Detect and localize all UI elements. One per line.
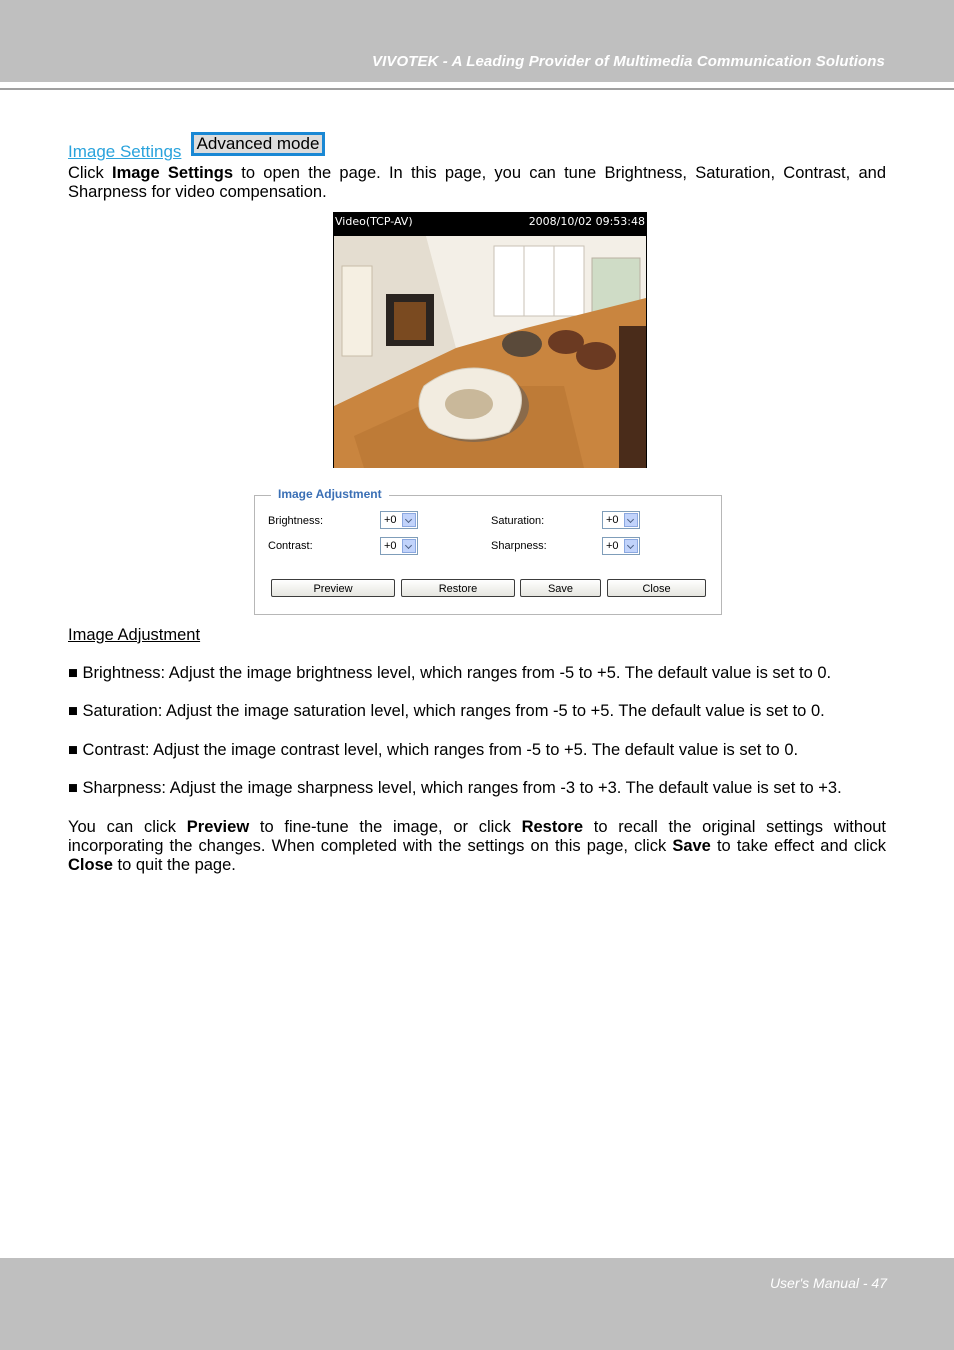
footer-page-number: User's Manual - 47 xyxy=(769,1275,887,1291)
brightness-value: +0 xyxy=(384,514,397,526)
contrast-select[interactable] xyxy=(380,537,418,555)
closing-text-3: to recall the original settings without incorporating the changes. When completed with the settings on this page, click xyxy=(68,818,887,855)
video-info-bar xyxy=(333,212,647,231)
bullet-saturation: ■ Saturation: Adjust the image saturation level, which ranges from -5 to +5. The default value is set to 0. xyxy=(68,702,825,720)
saturation-select[interactable] xyxy=(602,511,640,529)
closing-text-5: to quit the page. xyxy=(112,856,236,874)
camera-scene-image xyxy=(334,236,646,468)
closing-bold-preview: Preview xyxy=(186,818,250,836)
bullet-sharpness: ■ Sharpness: Adjust the image sharpness level, which ranges from -3 to +3. The default value is set to +3. xyxy=(68,779,842,797)
sharpness-label: Sharpness: xyxy=(491,540,547,552)
sharpness-select[interactable] xyxy=(602,537,640,555)
header-rule xyxy=(0,88,954,90)
bullet-brightness: ■ Brightness: Adjust the image brightness level, which ranges from -5 to +5. The default value is set to 0. xyxy=(68,664,832,682)
closing-text-1: You can click xyxy=(68,818,187,836)
chevron-down-icon xyxy=(624,539,638,553)
chevron-down-icon xyxy=(402,513,416,527)
header-title: VIVOTEK - A Leading Provider of Multimedia Communication Solutions xyxy=(371,53,885,70)
intro-bold-image-settings: Image Settings xyxy=(112,164,234,182)
image-settings-link[interactable]: Image Settings xyxy=(68,142,182,161)
video-stream-label: Video(TCP-AV) xyxy=(335,215,413,228)
chevron-down-icon xyxy=(624,513,638,527)
sharpness-value: +0 xyxy=(606,540,619,552)
bullet-contrast: ■ Contrast: Adjust the image contrast level, which ranges from -5 to +5. The default value is set to 0. xyxy=(68,741,799,759)
preview-button[interactable]: Preview xyxy=(271,579,395,597)
video-timestamp: 2008/10/02 09:53:48 xyxy=(528,215,645,228)
image-adjustment-panel xyxy=(254,487,722,615)
section-title: Image Adjustment xyxy=(68,626,201,644)
footer-band xyxy=(0,1258,954,1350)
save-button[interactable]: Save xyxy=(520,579,601,597)
closing-paragraph xyxy=(68,818,886,875)
closing-text-2: to fine-tune the image, or click xyxy=(249,818,522,836)
closing-bold-save: Save xyxy=(672,837,711,855)
intro-text-1: Click xyxy=(68,164,112,182)
contrast-label: Contrast: xyxy=(268,540,313,552)
video-preview xyxy=(333,212,647,468)
close-button[interactable]: Close xyxy=(607,579,706,597)
closing-bold-restore: Restore xyxy=(521,818,584,836)
brightness-label: Brightness: xyxy=(268,515,324,527)
chevron-down-icon xyxy=(402,539,416,553)
saturation-value: +0 xyxy=(606,514,619,526)
contrast-value: +0 xyxy=(384,540,397,552)
closing-text-4: to take effect and click xyxy=(710,837,886,855)
restore-button[interactable]: Restore xyxy=(401,579,515,597)
closing-bold-close: Close xyxy=(68,856,113,874)
intro-text-2: to open the page. In this page, you can tune Brightness, Saturation, Contrast, and Sharpness for video compensation. xyxy=(68,164,886,201)
panel-legend: Image Adjustment xyxy=(271,487,389,501)
saturation-label: Saturation: xyxy=(491,515,545,527)
brightness-select[interactable] xyxy=(380,511,418,529)
intro-paragraph xyxy=(68,164,886,202)
advanced-mode-button[interactable]: Advanced mode xyxy=(191,132,325,156)
